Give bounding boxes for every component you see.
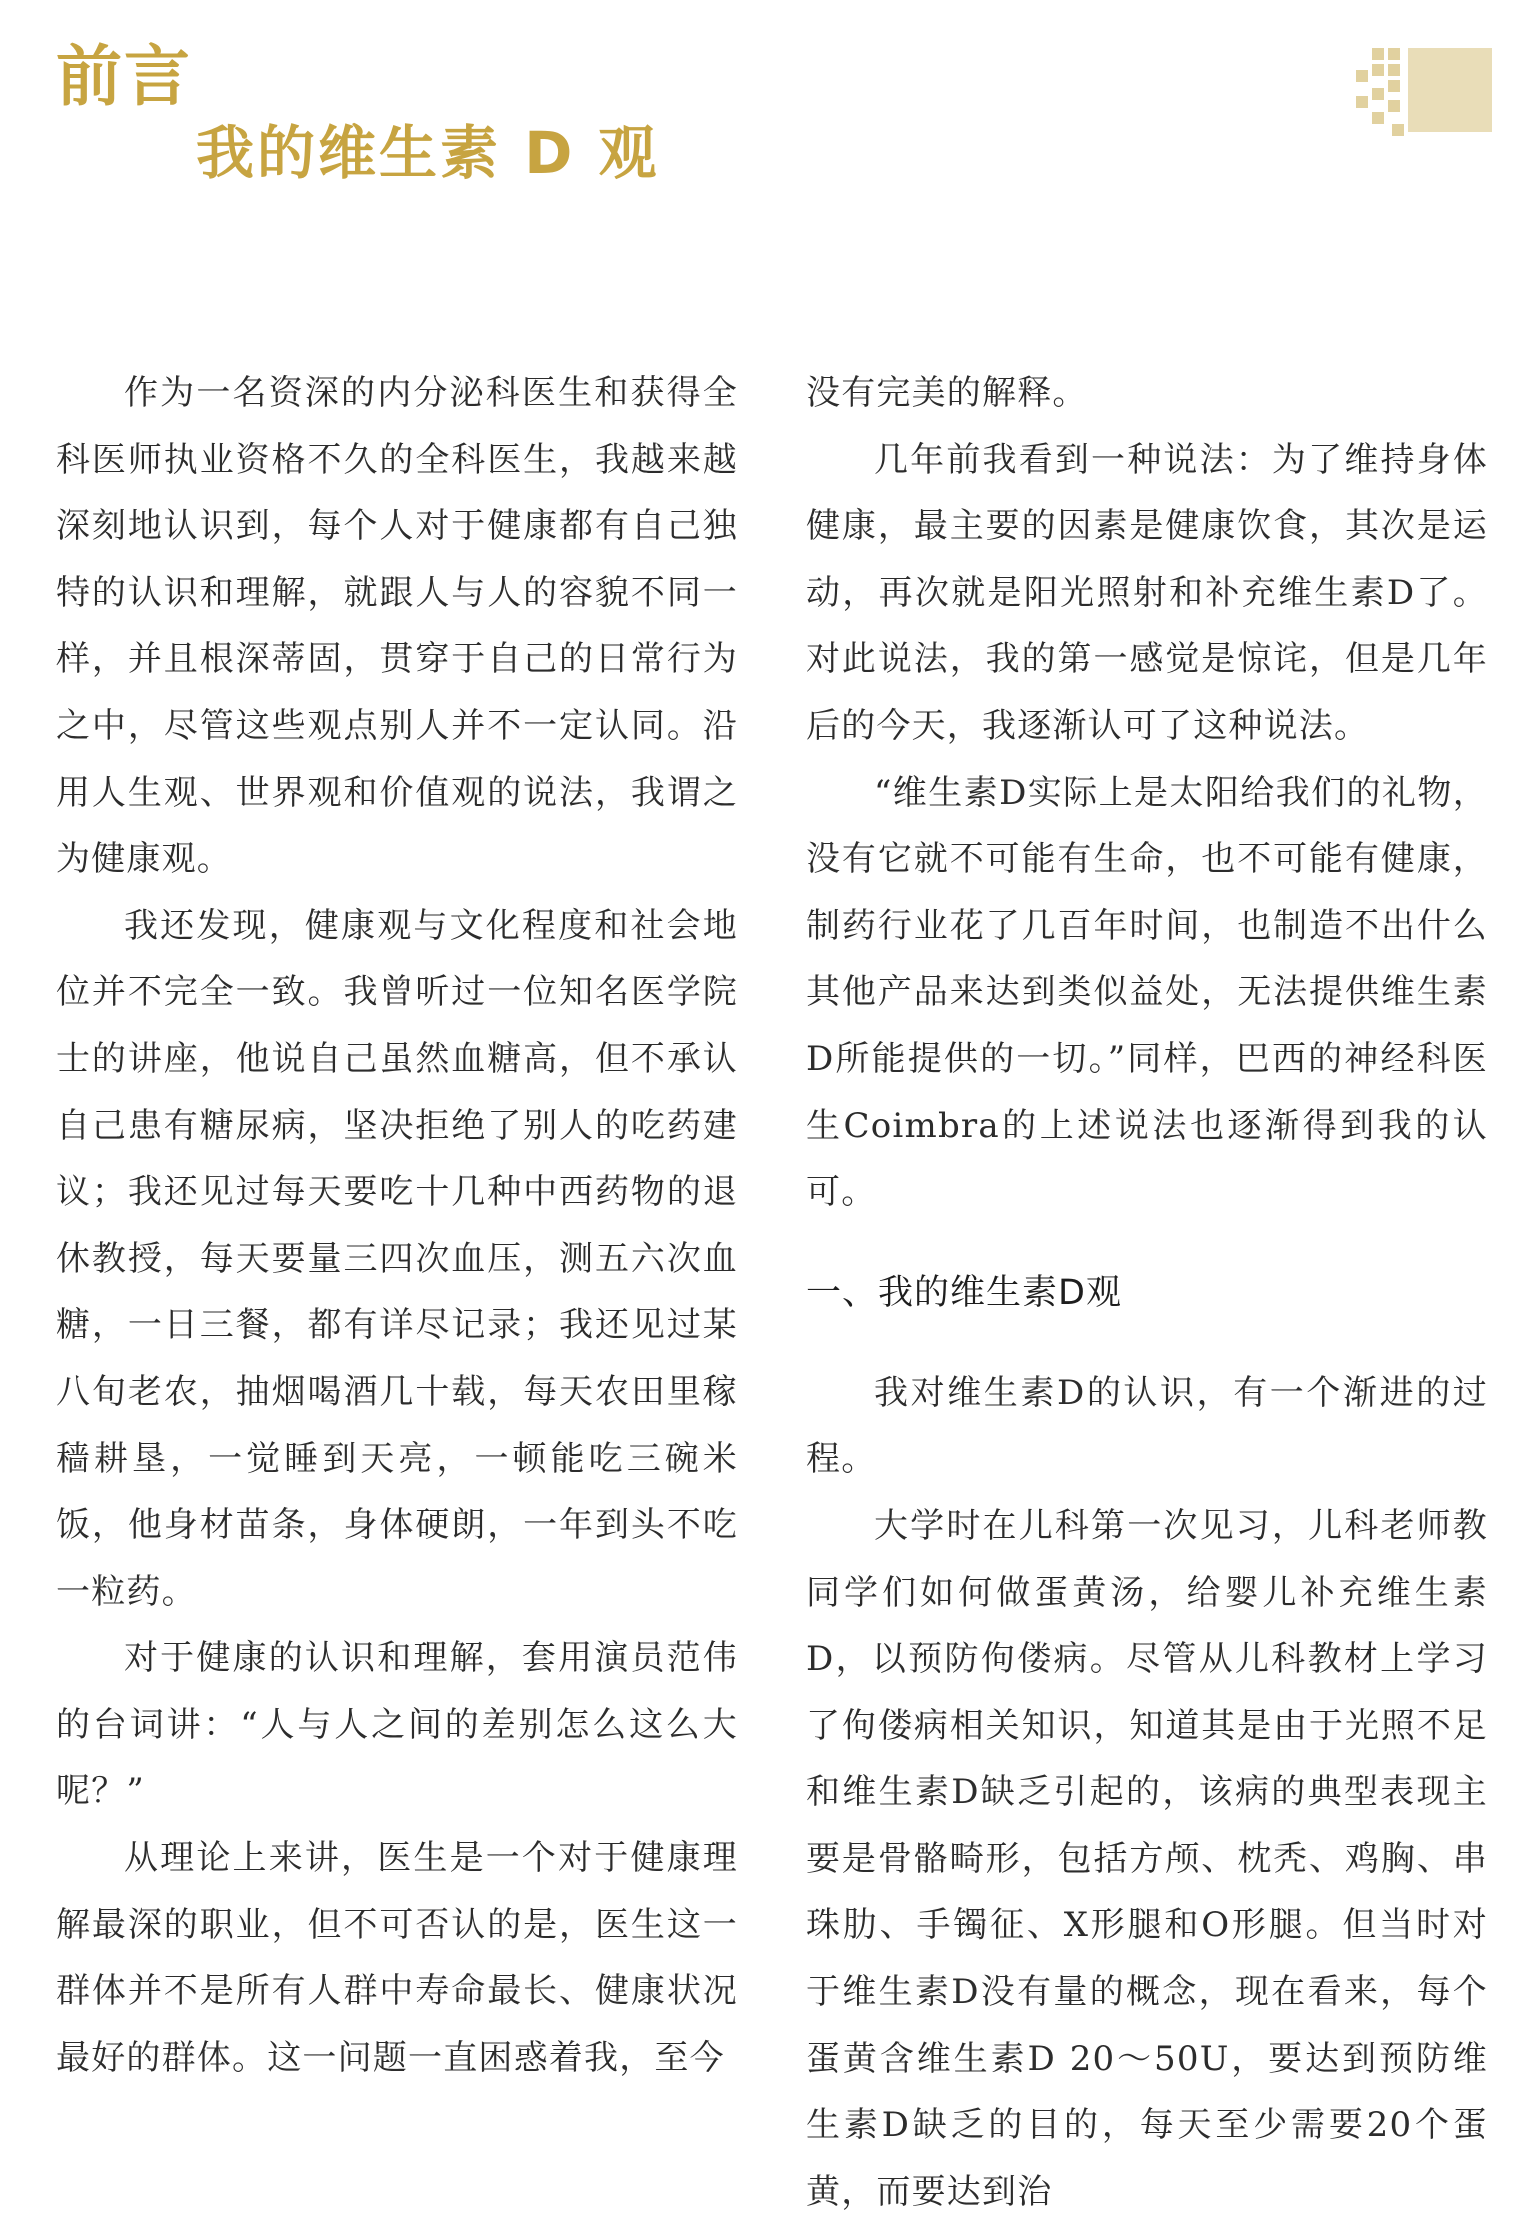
- paragraph: 从理论上来讲，医生是一个对于健康理解最深的职业，但不可否认的是，医生这一群体并不是所有人群中寿命最长、健康状况最好的群体。这一问题一直困惑着我，至今: [56, 1838, 738, 2078]
- left-column: [56, 360, 738, 2091]
- paragraph: 对于健康的认识和理解，套用演员范伟的台词讲：“人与人之间的差别怎么这么大呢？”: [56, 1638, 738, 1812]
- right-column: [806, 360, 1488, 2225]
- corner-dot: [1372, 88, 1384, 100]
- body-text: [0, 360, 1536, 2212]
- paragraph: 作为一名资深的内分泌科医生和获得全科医师执业资格不久的全科医生，我越来越深刻地认识到，每个人对于健康都有自己独特的认识和理解，就跟人与人的容貌不同一样，并且根深蒂固，贯穿于自己的日常行为之中，尽管这些观点别人并不一定认同。沿用人生观、世界观和价值观的说法，我谓之为健康观。: [56, 373, 738, 880]
- corner-decoration-icon: [1356, 48, 1496, 138]
- paragraph: 我对维生素D的认识，有一个渐进的过程。: [806, 1372, 1488, 1480]
- corner-dot: [1372, 112, 1384, 124]
- corner-dot: [1388, 80, 1400, 92]
- paragraph: “维生素D实际上是太阳给我们的礼物，没有它就不可能有生命，也不可能有健康，制药行业花了几百年时间，也制造不出什么其他产品来达到类似益处，无法提供维生素D所能提供的一切。”同样，巴西的神经科医生Coimbra的上述说法也逐渐得到我的认可。: [806, 772, 1488, 1213]
- corner-dot: [1372, 64, 1384, 76]
- corner-dot: [1388, 48, 1400, 60]
- corner-square: [1408, 48, 1492, 132]
- page-header: [0, 0, 1536, 260]
- corner-dot: [1356, 96, 1368, 108]
- paragraph-continuation: 没有完美的解释。: [806, 373, 1088, 413]
- corner-dot: [1388, 64, 1400, 76]
- corner-dot: [1392, 124, 1404, 136]
- section-heading: 一、我的维生素D观: [806, 1272, 1122, 1313]
- paragraph: 几年前我看到一种说法：为了维持身体健康，最主要的因素是健康饮食，其次是运动，再次就是阳光照射和补充维生素D了。对此说法，我的第一感觉是惊诧，但是几年后的今天，我逐渐认可了这种说法。: [806, 439, 1488, 746]
- corner-dot: [1372, 48, 1384, 60]
- chapter-subtitle: 我的维生素 D 观: [196, 119, 660, 187]
- corner-dot: [1356, 70, 1368, 82]
- paragraph: 我还发现，健康观与文化程度和社会地位并不完全一致。我曾听过一位知名医学院士的讲座，他说自己虽然血糖高，但不承认自己患有糖尿病，坚决拒绝了别人的吃药建议；我还见过每天要吃十几种中西药物的退休教授，每天要量三四次血压，测五六次血糖，一日三餐，都有详尽记录；我还见过某八旬老农，抽烟喝酒几十载，每天农田里稼穑耕垦，一觉睡到天亮，一顿能吃三碗米饭，他身材苗条，身体硬朗，一年到头不吃一粒药。: [56, 905, 738, 1612]
- paragraph: 大学时在儿科第一次见习，儿科老师教同学们如何做蛋黄汤，给婴儿补充维生素D，以预防佝偻病。尽管从儿科教材上学习了佝偻病相关知识，知道其是由于光照不足和维生素D缺乏引起的，该病的典型表现主要是骨骼畸形，包括方颅、枕秃、鸡胸、串珠肋、手镯征、X形腿和O形腿。但当时对于维生素D没有量的概念，现在看来，每个蛋黄含维生素D 20～50U，要达到预防维生素D缺乏的目的，每天至少需要20个蛋黄，而要达到治: [806, 1505, 1488, 2212]
- chapter-title: 前言: [56, 38, 192, 115]
- corner-dot: [1388, 100, 1400, 112]
